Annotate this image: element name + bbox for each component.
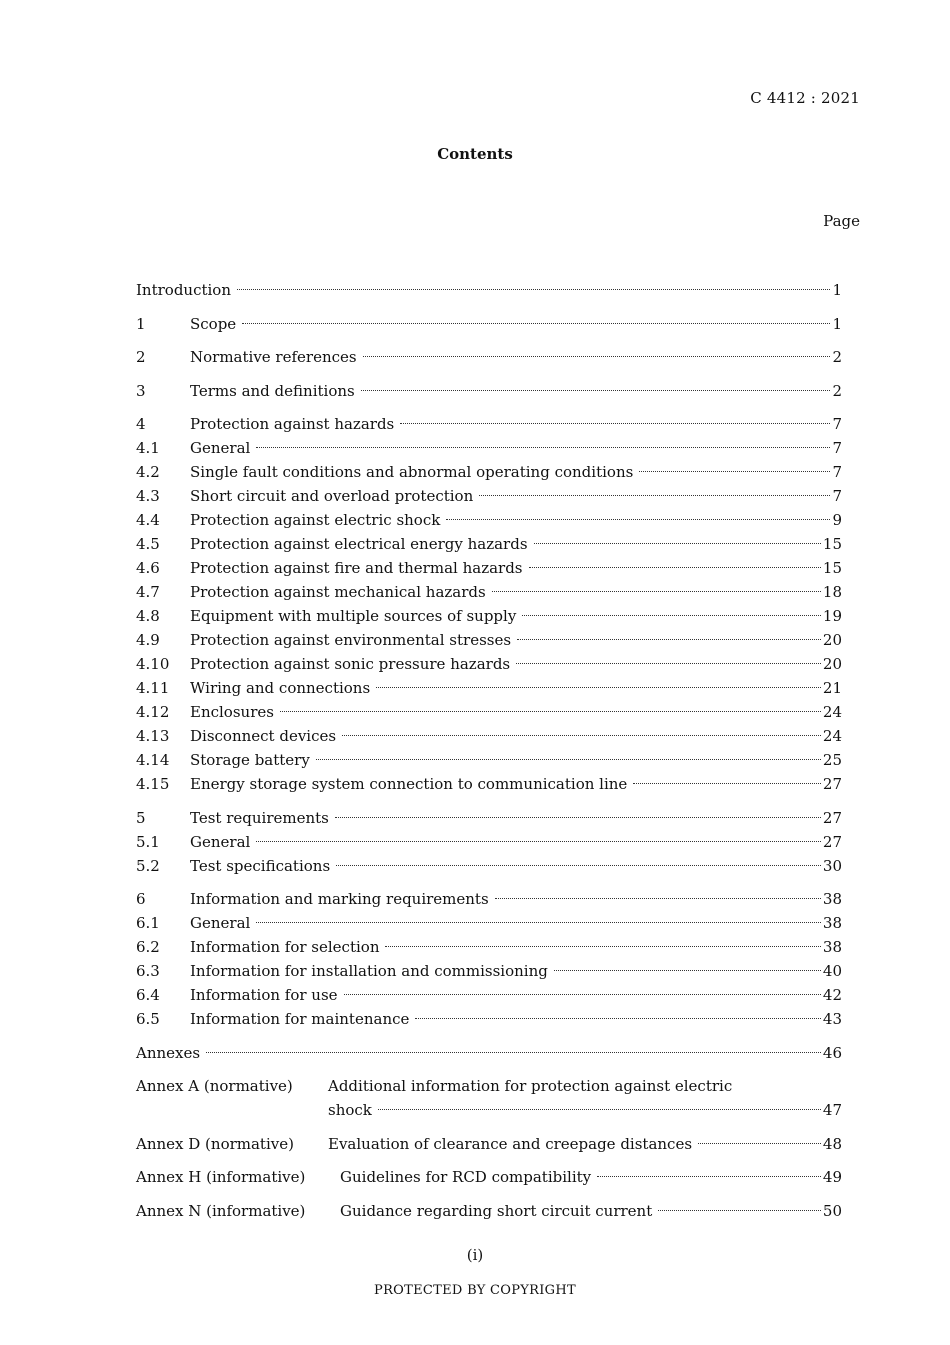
- toc-entry-page: 24: [822, 703, 842, 721]
- toc-entry-number: 6.1: [136, 914, 160, 932]
- dot-leader: [698, 1143, 821, 1144]
- dot-leader: [529, 567, 821, 568]
- toc-entry[interactable]: [136, 628, 842, 652]
- toc-entry-number: 4.11: [136, 679, 170, 697]
- toc-annex-a[interactable]: [136, 1074, 842, 1122]
- toc-entry-label: Normative references: [190, 348, 357, 366]
- toc-entry-page: 25: [822, 751, 842, 769]
- toc-entry[interactable]: [136, 772, 842, 796]
- toc-entry-number: 4.4: [136, 511, 160, 529]
- toc-entry-label: Information for maintenance: [190, 1010, 410, 1028]
- toc-entry-label: Information and marking requirements: [190, 890, 489, 908]
- dot-leader: [516, 663, 821, 664]
- dot-leader: [280, 711, 821, 712]
- toc-entry-page: 7: [832, 463, 842, 481]
- toc-entry[interactable]: [136, 911, 842, 935]
- toc-entry-label: Information for use: [190, 986, 338, 1004]
- toc-entry-label: Information for installation and commissioning: [190, 962, 548, 980]
- dot-leader: [256, 447, 830, 448]
- toc-entry-page: 7: [832, 487, 842, 505]
- toc-entry-label: Protection against electric shock: [190, 511, 441, 529]
- dot-leader: [336, 865, 821, 866]
- dot-leader: [242, 323, 830, 324]
- toc-entry-page: 2: [832, 381, 842, 400]
- toc-entry[interactable]: [136, 700, 842, 724]
- toc-entry-page: 20: [822, 655, 842, 673]
- toc-entry[interactable]: [136, 508, 842, 532]
- toc-entry-number: 6.5: [136, 1010, 160, 1028]
- dot-leader: [517, 639, 821, 640]
- toc-entry-page: 50: [822, 1201, 842, 1220]
- toc-entry-page: 18: [822, 583, 842, 601]
- toc-entry-page: 27: [822, 832, 842, 851]
- toc-entry-introduction[interactable]: [136, 278, 842, 302]
- toc-entry-page: 15: [822, 535, 842, 553]
- toc-entry-page: 49: [822, 1168, 842, 1186]
- dot-leader: [633, 783, 821, 784]
- toc-entry[interactable]: [136, 1007, 842, 1031]
- toc-entry-page: 38: [822, 938, 842, 956]
- dot-leader: [376, 687, 821, 688]
- toc-annex-h[interactable]: [136, 1165, 842, 1189]
- toc-entry-number: 4.15: [136, 775, 170, 793]
- toc-entry-page: 9: [832, 511, 842, 529]
- toc-entry-label: Disconnect devices: [190, 727, 337, 745]
- toc-entry[interactable]: [136, 676, 842, 700]
- toc-entry-page: 48: [822, 1134, 842, 1153]
- toc-entry-label: Protection against electrical energy hazards: [190, 535, 528, 553]
- toc-entry-number: 4.13: [136, 727, 170, 745]
- dot-leader: [597, 1176, 821, 1177]
- dot-leader: [534, 543, 821, 544]
- toc-entry-information-marking[interactable]: [136, 887, 842, 911]
- toc-entry-number: 4.10: [136, 655, 170, 673]
- toc-entry-page: 27: [822, 775, 842, 793]
- dot-leader: [335, 817, 821, 818]
- toc-entry[interactable]: [136, 935, 842, 959]
- toc-entry[interactable]: [136, 854, 842, 878]
- toc-entry-page: 38: [822, 914, 842, 932]
- dot-leader: [495, 898, 821, 899]
- toc-entry-page: 1: [832, 281, 842, 299]
- toc-entry-label: Protection against hazards: [190, 415, 395, 433]
- toc-entry-number: 5.1: [136, 832, 160, 851]
- dot-leader: [256, 841, 821, 842]
- dot-leader: [206, 1052, 821, 1053]
- dot-leader: [479, 495, 830, 496]
- toc-entry-label: Single fault conditions and abnormal operating conditions: [190, 463, 634, 481]
- toc-entry-label: Test requirements: [190, 808, 329, 827]
- page-column-heading: Page: [823, 212, 860, 230]
- toc-entry-number: 4.7: [136, 583, 160, 601]
- toc-entry[interactable]: [136, 652, 842, 676]
- dot-leader: [415, 1018, 821, 1019]
- toc-entry[interactable]: [136, 532, 842, 556]
- toc-entry-label: Protection against fire and thermal hazards: [190, 559, 523, 577]
- toc-entry-number: 4.5: [136, 535, 160, 553]
- toc-entry-label: General: [190, 439, 251, 457]
- toc-entry-label: Information for selection: [190, 938, 380, 956]
- toc-entry-number: 6.4: [136, 986, 160, 1004]
- toc-entry[interactable]: [136, 983, 842, 1007]
- toc-entry-number: 6.2: [136, 938, 160, 956]
- toc-entry-test-requirements[interactable]: [136, 806, 842, 830]
- toc-entry-number: 4.2: [136, 463, 160, 481]
- toc-entry-label: Protection against mechanical hazards: [190, 583, 486, 601]
- toc-entry-annexes[interactable]: [136, 1041, 842, 1065]
- toc-entry-number: 4.6: [136, 559, 160, 577]
- dot-leader: [492, 591, 821, 592]
- toc-entry-page: 19: [822, 607, 842, 625]
- toc-entry-label: Energy storage system connection to communication line: [190, 775, 628, 793]
- toc-entry-page: 40: [822, 962, 842, 980]
- toc-entry-page: 30: [822, 856, 842, 875]
- toc-entry-label: Annexes: [136, 1043, 201, 1062]
- dot-leader: [658, 1210, 821, 1211]
- dot-leader: [400, 423, 830, 424]
- dot-leader: [344, 994, 821, 995]
- toc-entry-number: 4: [136, 415, 146, 433]
- toc-entry-number: 5.2: [136, 856, 160, 875]
- toc-entry[interactable]: [136, 484, 842, 508]
- toc-entry-scope[interactable]: [136, 312, 842, 336]
- toc-entry-number: 4.1: [136, 439, 160, 457]
- toc-entry-page: 47: [822, 1101, 842, 1119]
- toc-entry[interactable]: [136, 580, 842, 604]
- toc-entry[interactable]: [136, 460, 842, 484]
- dot-leader: [316, 759, 821, 760]
- toc-annex-n[interactable]: [136, 1199, 842, 1223]
- toc-entry-page: 1: [832, 314, 842, 333]
- toc-entry-label: Additional information for protection against electric: [328, 1077, 733, 1095]
- dot-leader: [361, 390, 831, 391]
- toc-entry-page: 7: [832, 415, 842, 433]
- annex-heading: Annex A (normative): [136, 1077, 293, 1095]
- annex-heading: Annex D (normative): [136, 1134, 294, 1153]
- toc-entry-label-continued: shock: [328, 1101, 372, 1119]
- toc-entry-label: Terms and definitions: [190, 381, 355, 400]
- copyright-notice: PROTECTED BY COPYRIGHT: [374, 1283, 576, 1298]
- toc-entry-number: 1: [136, 314, 146, 333]
- toc-entry-number: 5: [136, 808, 146, 827]
- annex-heading: Annex N (informative): [136, 1201, 306, 1220]
- toc-entry-page: 42: [822, 986, 842, 1004]
- toc-annex-d[interactable]: [136, 1132, 842, 1156]
- toc-entry-number: 4.3: [136, 487, 160, 505]
- toc-entry-number: 4.8: [136, 607, 160, 625]
- page-title: Contents: [437, 145, 513, 163]
- toc-entry-label: Guidance regarding short circuit current: [340, 1201, 653, 1220]
- toc-entry-number: 3: [136, 381, 146, 400]
- toc-entry-page: 38: [822, 890, 842, 908]
- toc-entry-label: General: [190, 832, 251, 851]
- toc-entry-page: 46: [822, 1043, 842, 1062]
- dot-leader: [237, 289, 830, 290]
- dot-leader: [522, 615, 821, 616]
- toc-entry-label: Enclosures: [190, 703, 274, 721]
- toc-entry-normative-references[interactable]: [136, 345, 842, 369]
- table-of-contents: [136, 278, 842, 1223]
- toc-entry[interactable]: [136, 748, 842, 772]
- toc-entry-number: 4.9: [136, 631, 160, 649]
- dot-leader: [256, 922, 821, 923]
- toc-entry-page: 2: [832, 348, 842, 366]
- toc-entry-page: 24: [822, 727, 842, 745]
- page-number: (i): [466, 1246, 484, 1264]
- toc-entry[interactable]: [136, 556, 842, 580]
- toc-entry-page: 20: [822, 631, 842, 649]
- toc-entry-label: Protection against sonic pressure hazards: [190, 655, 511, 673]
- dot-leader: [446, 519, 830, 520]
- toc-entry-label: Scope: [190, 314, 237, 333]
- toc-entry-label: Wiring and connections: [190, 679, 371, 697]
- toc-entry-page: 7: [832, 439, 842, 457]
- toc-entry-page: 43: [822, 1010, 842, 1028]
- toc-entry[interactable]: [136, 724, 842, 748]
- toc-entry-label: Protection against environmental stresses: [190, 631, 512, 649]
- toc-entry-page: 15: [822, 559, 842, 577]
- toc-entry-label: Test specifications: [190, 856, 331, 875]
- dot-leader: [385, 946, 820, 947]
- toc-entry[interactable]: [136, 604, 842, 628]
- toc-entry[interactable]: [136, 830, 842, 854]
- toc-entry[interactable]: [136, 959, 842, 983]
- toc-entry-terms-definitions[interactable]: [136, 379, 842, 403]
- dot-leader: [554, 970, 821, 971]
- toc-entry-label: General: [190, 914, 251, 932]
- toc-entry-protection-against-hazards[interactable]: [136, 412, 842, 436]
- toc-entry-page: 27: [822, 808, 842, 827]
- toc-entry-label: Storage battery: [190, 751, 310, 769]
- toc-entry[interactable]: [136, 436, 842, 460]
- toc-entry-label: Evaluation of clearance and creepage distances: [328, 1134, 693, 1153]
- toc-entry-label: Equipment with multiple sources of supply: [190, 607, 517, 625]
- annex-heading: Annex H (informative): [136, 1168, 306, 1186]
- dot-leader: [639, 471, 830, 472]
- dot-leader: [378, 1109, 821, 1110]
- toc-entry-number: 4.12: [136, 703, 170, 721]
- toc-entry-label: Guidelines for RCD compatibility: [340, 1168, 592, 1186]
- toc-entry-number: 6: [136, 890, 146, 908]
- dot-leader: [363, 356, 831, 357]
- toc-entry-number: 2: [136, 348, 146, 366]
- dot-leader: [342, 735, 821, 736]
- toc-entry-label: Introduction: [136, 281, 231, 299]
- toc-entry-number: 6.3: [136, 962, 160, 980]
- toc-entry-number: 4.14: [136, 751, 170, 769]
- toc-entry-label: Short circuit and overload protection: [190, 487, 474, 505]
- toc-entry-page: 21: [822, 679, 842, 697]
- document-id: C 4412 : 2021: [750, 89, 860, 107]
